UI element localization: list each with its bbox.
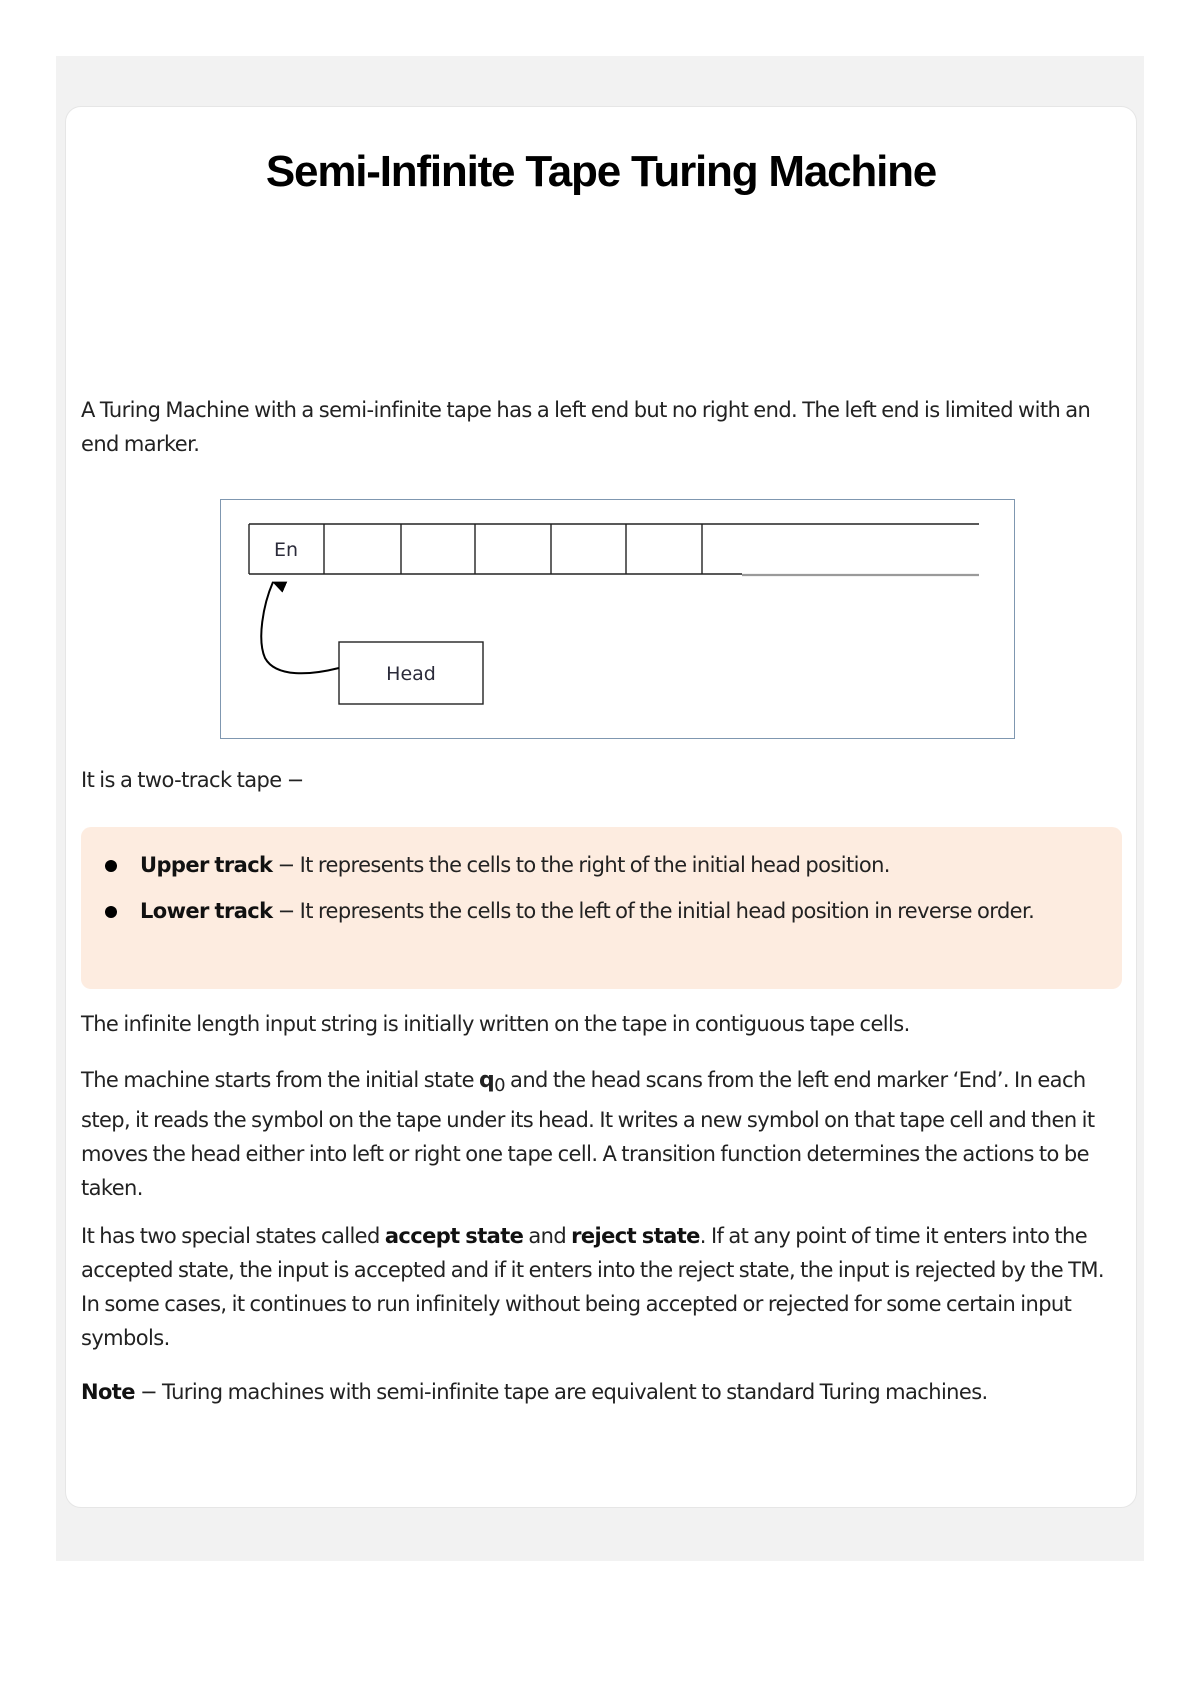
bullet-icon <box>105 860 117 872</box>
page-background <box>56 56 1144 1561</box>
semi-infinite-tape-diagram <box>220 499 1015 739</box>
machine-start-paragraph <box>81 1063 1122 1205</box>
special-states-paragraph <box>81 1219 1122 1355</box>
page-title: Semi-Infinite Tape Turing Machine <box>265 147 937 196</box>
input-string-paragraph: The infinite length input string is initially written on the tape in contiguous tape cells. <box>81 1012 910 1036</box>
initial-state-symbol: $q_0$ <box>478 1068 505 1096</box>
upper-track-desc: − It represents the cells to the right of the initial head position. <box>272 853 890 877</box>
reject-state-term: reject state <box>571 1224 700 1248</box>
head-pointer-arrow <box>261 582 339 673</box>
lower-track-desc: − It represents the cells to the left of the initial head position in reverse order. <box>272 899 1035 923</box>
machine-start-text-a: The machine starts from the initial state <box>81 1068 479 1092</box>
note-label: Note <box>81 1380 135 1404</box>
tape-diagram-svg <box>221 500 1016 740</box>
special-states-text-c: . If at any point of time it enters into the accepted state, the input is accepted and if it enters into the reject state, the input is rejected by the TM. In some cases, it continues to run infinitely without being accepted or rejected for some certain input symbols. <box>81 1224 1104 1350</box>
special-states-text-a: It has two special states called <box>81 1224 385 1248</box>
intro-paragraph: A Turing Machine with a semi-infinite tape has a left end but no right end. The left end is limited with an end marker. <box>81 398 1091 456</box>
note-paragraph <box>81 1375 1122 1409</box>
special-states-text-b: and <box>523 1224 572 1248</box>
lower-track-term: Lower track <box>140 899 273 923</box>
track-list <box>81 849 1122 941</box>
article-card <box>65 106 1137 1508</box>
bullet-icon <box>105 906 117 918</box>
head-label: Head <box>386 663 436 685</box>
accept-state-term: accept state <box>384 1224 524 1248</box>
list-item-lower-track <box>81 895 1122 928</box>
list-item-upper-track <box>81 849 1122 882</box>
two-track-lead: It is a two-track tape − <box>81 768 304 792</box>
machine-start-text-b: and the head scans from the left end marker ‘End’. In each step, it reads the symbol on the tape under its head. It writes a new symbol on that tape cell and then it moves the head either into left or right one tape cell. A transition function determines the actions to be taken. <box>81 1068 1095 1200</box>
two-track-callout <box>81 827 1122 989</box>
end-marker-label: En <box>273 539 299 561</box>
upper-track-term: Upper track <box>140 853 273 877</box>
note-text: − Turing machines with semi-infinite tape are equivalent to standard Turing machines. <box>134 1380 988 1404</box>
